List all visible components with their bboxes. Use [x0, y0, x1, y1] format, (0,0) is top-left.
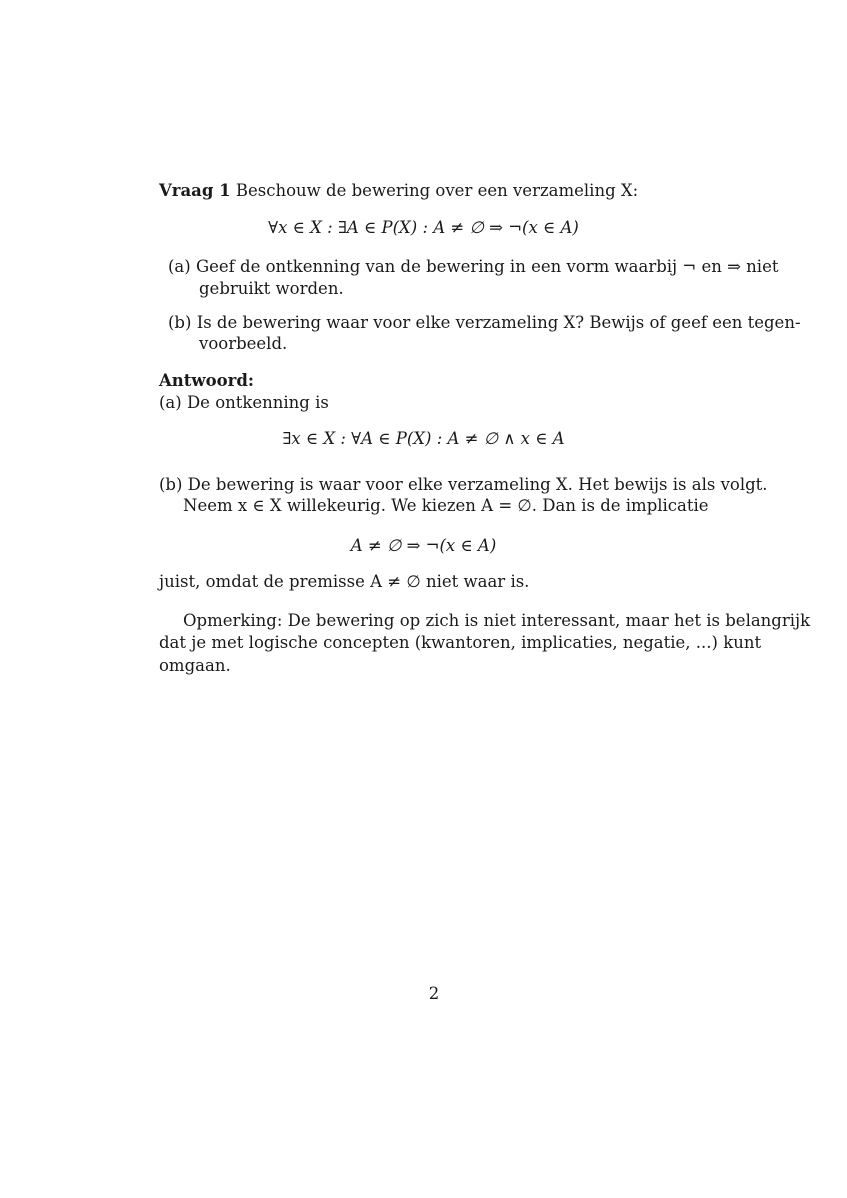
answer-heading: Antwoord:	[159, 371, 254, 390]
part-b-text: Is de bewering waar voor elke verzameling X? Bewijs of geef een tegen-	[196, 313, 801, 332]
question-intro: Beschouw de bewering over een verzameling X:	[235, 181, 639, 200]
answer-b-line-3: juist, omdat de premisse A ≠ ∅ niet waar is.	[159, 572, 530, 591]
part-b-marker: (b)	[168, 313, 192, 332]
part-a-line-2: gebruikt worden.	[199, 279, 344, 298]
answer-b-line-1: (b) De bewering is waar voor elke verzameling X. Het bewijs is als volgt.	[159, 475, 768, 494]
remark-line-3: omgaan.	[159, 656, 231, 675]
remark-line-2: dat je met logische concepten (kwantoren, implicaties, negatie, ...) kunt	[159, 633, 762, 652]
part-a-marker: (a)	[168, 257, 191, 276]
answer-a-text: (a) De ontkenning is	[159, 393, 329, 412]
answer-b-line-2: Neem x ∈ X willekeurig. We kiezen A = ∅. Dan is de implicatie	[183, 496, 709, 515]
part-a-line-1	[168, 256, 778, 278]
answer-a-formula: ∃x ∈ X : ∀A ∈ P(X) : A ≠ ∅ ∧ x ∈ A	[282, 429, 565, 448]
remark-line-1: Opmerking: De bewering op zich is niet interessant, maar het is belangrijk	[183, 611, 811, 630]
part-b-line-1	[168, 312, 801, 334]
part-a-text: Geef de ontkenning van de bewering in een vorm waarbij ¬ en ⇒ niet	[195, 257, 779, 276]
question-header	[159, 180, 638, 202]
part-b-line-2: voorbeeld.	[199, 334, 288, 353]
answer-b-formula: A ≠ ∅ ⇒ ¬(x ∈ A)	[350, 536, 497, 555]
page-number: 2	[428, 984, 440, 1003]
question-formula: ∀x ∈ X : ∃A ∈ P(X) : A ≠ ∅ ⇒ ¬(x ∈ A)	[268, 218, 579, 237]
question-label: Vraag 1	[159, 181, 231, 200]
